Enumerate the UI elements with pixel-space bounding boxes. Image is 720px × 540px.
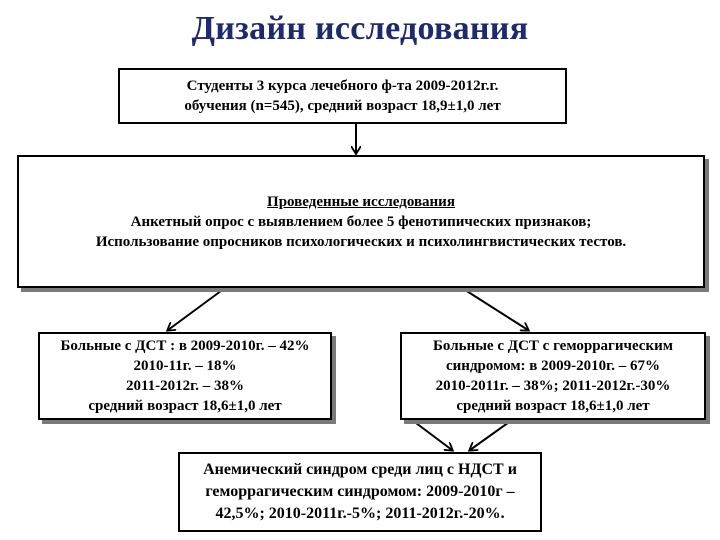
arrow-studies-to-hemorrhagic	[462, 288, 528, 330]
dst-line-3: 2011-2012г. – 38%	[125, 378, 245, 394]
dst-line-1: Больные с ДСТ : в 2009-2010г. – 42%	[60, 338, 310, 354]
dst-line-2: 2010-11г. – 18%	[133, 358, 237, 374]
hemorrhagic-line-3: 2010-2011г. – 38%; 2011-2012г.-30%	[435, 378, 671, 394]
dst-patients-box	[38, 332, 332, 420]
diagram-title: Дизайн исследования	[191, 10, 529, 47]
hemorrhagic-line-1: Больные с ДСТ с геморрагическим	[433, 338, 673, 354]
hemorrhagic-patients-box	[400, 332, 706, 420]
anemic-line-2: геморрагическим синдромом: 2009-2010г –	[205, 483, 515, 500]
studies-heading: Проведенные исследования	[267, 193, 455, 210]
studies-box	[17, 155, 705, 288]
arrow-studies-to-dst	[168, 288, 225, 330]
hemorrhagic-line-4: средний возраст 18,6±1,0 лет	[456, 398, 650, 414]
students-line-2: обучения (n=545), средний возраст 18,9±1,0 лет	[184, 98, 501, 114]
studies-line-1: Анкетный опрос с выявлением более 5 фенотипических признаков;	[130, 213, 592, 230]
hemorrhagic-line-2: синдромом: в 2009-2010г. – 67%	[446, 358, 660, 374]
anemic-syndrome-box	[178, 452, 542, 532]
anemic-line-3: 42,5%; 2010-2011г.-5%; 2011-2012г.-20%.	[215, 505, 505, 522]
students-line-1: Студенты 3 курса лечебного ф-та 2009-2012г.г.	[186, 78, 499, 94]
anemic-line-1: Анемический синдром среди лиц с НДСТ и	[203, 461, 517, 478]
arrow-dst-to-anemic	[412, 420, 452, 450]
students-box	[118, 68, 567, 124]
studies-line-2: Использование опросников психологических и психолингвистических тестов.	[95, 233, 627, 250]
arrow-hemorrhagic-to-anemic	[470, 420, 512, 450]
dst-line-4: средний возраст 18,6±1,0 лет	[88, 398, 282, 414]
